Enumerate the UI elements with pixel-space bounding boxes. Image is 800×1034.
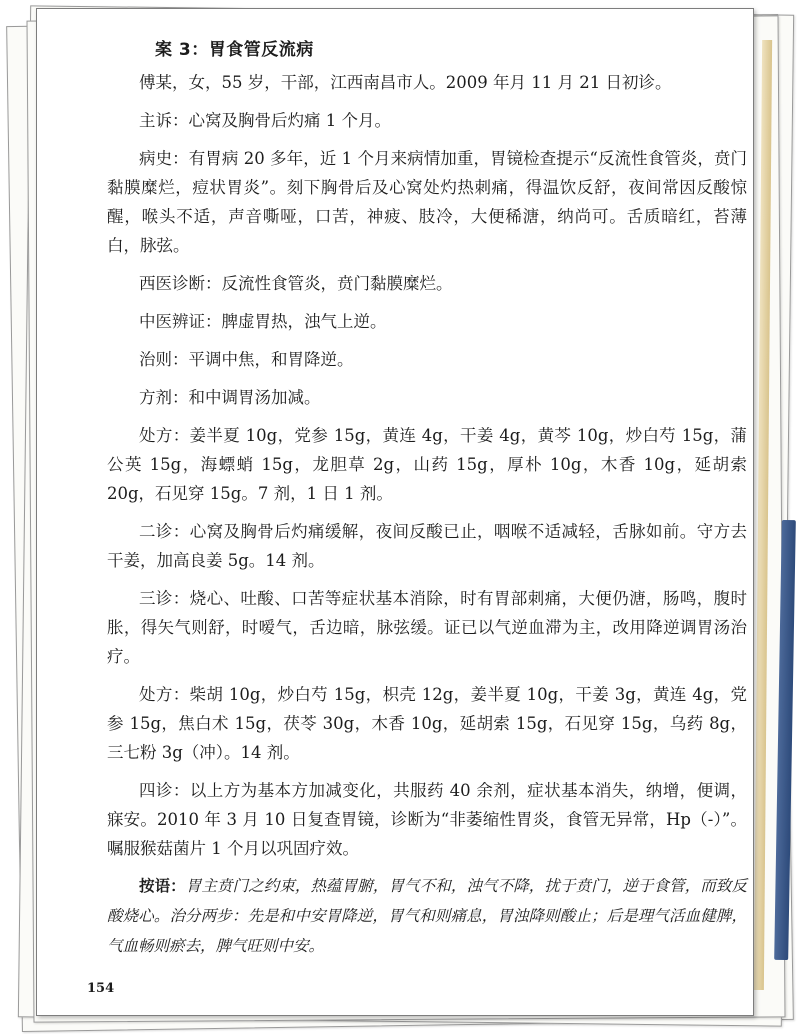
second-visit-label: 二诊： (139, 522, 190, 541)
medical-history (107, 144, 747, 260)
patient-info-text: 傅某，女，55 岁，干部，江西南昌市人。2009 年月 11 月 21 日初诊。 (139, 73, 672, 92)
second-visit-text: 心窝及胸骨后灼痛缓解，夜间反酸已止，咽喉不适减轻，舌脉如前。守方去干姜，加高良姜 5g。14 剂。 (107, 522, 748, 570)
fourth-visit-label: 四诊： (139, 781, 190, 800)
third-visit (107, 584, 747, 671)
treatment-principle (107, 345, 747, 374)
commentary-label: 按语： (139, 877, 186, 895)
document-page (36, 8, 754, 1016)
treatment-principle-label: 治则： (139, 350, 189, 369)
page-content (107, 35, 747, 961)
formula (107, 383, 747, 412)
prescription-2-text: 柴胡 10g，炒白芍 15g，枳壳 12g，姜半夏 10g，干姜 3g，黄连 4g，党参 15g，焦白术 15g，茯苓 30g，木香 10g，延胡索 15g，石见穿 15g，乌药 8g，三七粉 3g（冲）。14 剂。 (107, 685, 747, 762)
tcm-differentiation (107, 307, 747, 336)
third-visit-label: 三诊： (139, 589, 190, 608)
patient-info (107, 68, 747, 97)
chief-complaint-label: 主诉： (139, 111, 189, 130)
third-visit-text: 烧心、吐酸、口苦等症状基本消除，时有胃部刺痛，大便仍溏，肠鸣，腹时胀，得矢气则舒，时嗳气，舌边暗，脉弦缓。证已以气逆血滞为主，改用降逆调胃汤治疗。 (107, 589, 748, 666)
chief-complaint (107, 106, 747, 135)
medical-history-text: 有胃病 20 多年，近 1 个月来病情加重，胃镜检查提示“反流性食管炎，贲门黏膜糜烂，痘状胃炎”。刻下胸骨后及心窝处灼热刺痛，得温饮反舒，夜间常因反酸惊醒，喉头不适，声音嘶哑，口苦，神疲、肢冷，大便稀溏，纳尚可。舌质暗红，苔薄白，脉弦。 (107, 149, 747, 255)
case-title: 案 3：胃食管反流病 (155, 40, 314, 60)
western-diagnosis (107, 269, 747, 298)
prescription-2-label: 处方： (139, 685, 190, 704)
western-diagnosis-text: 反流性食管炎，贲门黏膜糜烂。 (221, 274, 453, 293)
medical-history-label: 病史： (139, 149, 189, 168)
fourth-visit (107, 776, 747, 863)
formula-label: 方剂： (139, 388, 189, 407)
prescription-1-label: 处方： (139, 426, 190, 445)
commentary-text: 胃主贲门之约束，热蕴胃腑，胃气不和，浊气不降，扰于贲门，逆于食管，而致反酸烧心。治分两步：先是和中安胃降逆，胃气和则痛息，胃浊降则酸止；后是理气活血健脾，气血畅则瘀去，脾气旺则中安。 (107, 877, 747, 955)
chief-complaint-text: 心窝及胸骨后灼痛 1 个月。 (188, 111, 391, 130)
fourth-visit-text: 以上方为基本方加减变化，共服药 40 余剂，症状基本消失，纳增，便调，寐安。2010 年 3 月 10 日复查胃镜，诊断为“非萎缩性胃炎，食管无异常，Hp（-）”。嘱服猴菇菌片 1 个月以巩固疗效。 (107, 781, 748, 858)
formula-text: 和中调胃汤加减。 (188, 388, 321, 407)
prescription-2 (107, 680, 747, 767)
second-visit (107, 517, 747, 575)
tcm-differentiation-text: 脾虚胃热，浊气上逆。 (221, 312, 387, 331)
tcm-differentiation-label: 中医辨证： (139, 312, 222, 331)
page-number: 154 (87, 981, 115, 996)
prescription-1 (107, 421, 747, 508)
commentary-note (107, 871, 747, 961)
western-diagnosis-label: 西医诊断： (139, 274, 222, 293)
treatment-principle-text: 平调中焦，和胃降逆。 (188, 350, 354, 369)
prescription-1-text: 姜半夏 10g，党参 15g，黄连 4g，干姜 4g，黄芩 10g，炒白芍 15g，蒲公英 15g，海螵蛸 15g，龙胆草 2g，山药 15g，厚朴 10g，木香 10g，延胡索 20g，石见穿 15g。7 剂，1 日 1 剂。 (107, 426, 747, 503)
